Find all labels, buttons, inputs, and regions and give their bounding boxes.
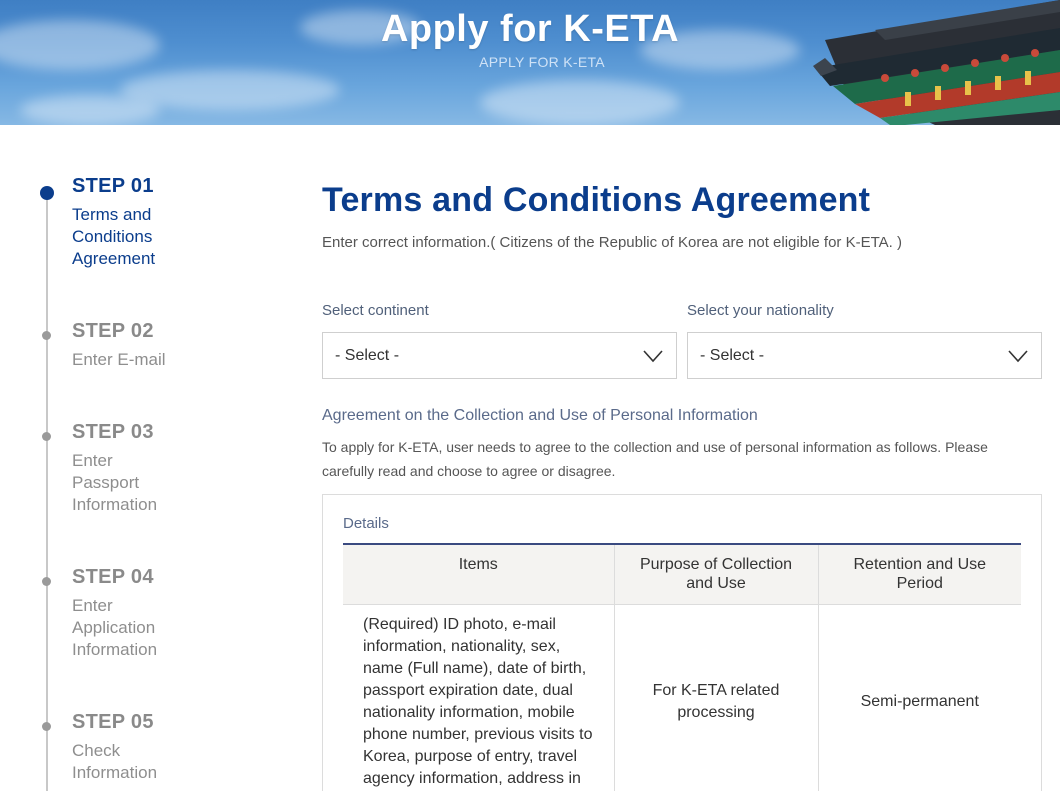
details-caption: Details [343,515,389,532]
table-header-row [343,544,1021,605]
step-01-dot [40,186,54,200]
page-title: Terms and Conditions Agreement [322,181,871,219]
step-04-dot [42,577,51,586]
continent-select[interactable] [322,332,677,379]
step-label: Enter Application Information [72,596,158,659]
cell-purpose: For K-ETA related processing [614,605,818,791]
chevron-down-icon [642,349,664,363]
nationality-select-value: - Select - [700,346,765,364]
step-label: Terms and Conditions Agreement [72,205,156,268]
table-row [343,605,1021,791]
cell-period: Semi-permanent [818,605,1021,791]
step-number: STEP 04 [72,566,154,588]
step-label: Check Information [72,741,158,782]
step-05 [72,710,182,784]
step-number: STEP 05 [72,711,154,733]
step-04 [72,565,182,661]
agreement-title: Agreement on the Collection and Use of Personal Information [322,407,758,424]
stepper-track [46,192,48,791]
page-banner [0,0,1060,125]
page-description: Enter correct information.( Citizens of the Republic of Korea are not eligible for K-ETA. ) [322,234,902,251]
header-items: Items [343,544,614,605]
header-retention: Retention and Use Period [818,544,1021,605]
banner-subtitle: APPLY FOR K-ETA [479,54,605,70]
step-02 [72,319,182,371]
step-05-dot [42,722,51,731]
header-purpose: Purpose of Collection and Use [614,544,818,605]
step-number: STEP 02 [72,320,154,342]
continent-label: Select continent [322,302,429,319]
nationality-select[interactable] [687,332,1042,379]
step-number: STEP 01 [72,175,154,197]
step-02-dot [42,331,51,340]
nationality-label: Select your nationality [687,302,834,319]
step-label: Enter E-mail [72,350,166,369]
details-panel[interactable] [322,494,1042,791]
continent-select-value: - Select - [335,346,400,364]
step-03 [72,420,182,516]
step-label: Enter Passport Information [72,451,158,514]
details-table [343,543,1021,791]
cell-items: (Required) ID photo, e-mail information, nationality, sex, name (Full name), date of birth, passport expiration date, dual nationality information, mobile phone number, previous visits to Korea, purpose of entry, travel agency information, address in [363,616,593,787]
chevron-down-icon [1007,349,1029,363]
step-number: STEP 03 [72,421,154,443]
banner-title: Apply for K-ETA [380,8,680,50]
agreement-text: To apply for K-ETA, user needs to agree to the collection and use of personal information as follows. Please carefully read and choose to agree or disagree. [322,439,988,479]
step-03-dot [42,432,51,441]
step-01 [72,174,182,270]
